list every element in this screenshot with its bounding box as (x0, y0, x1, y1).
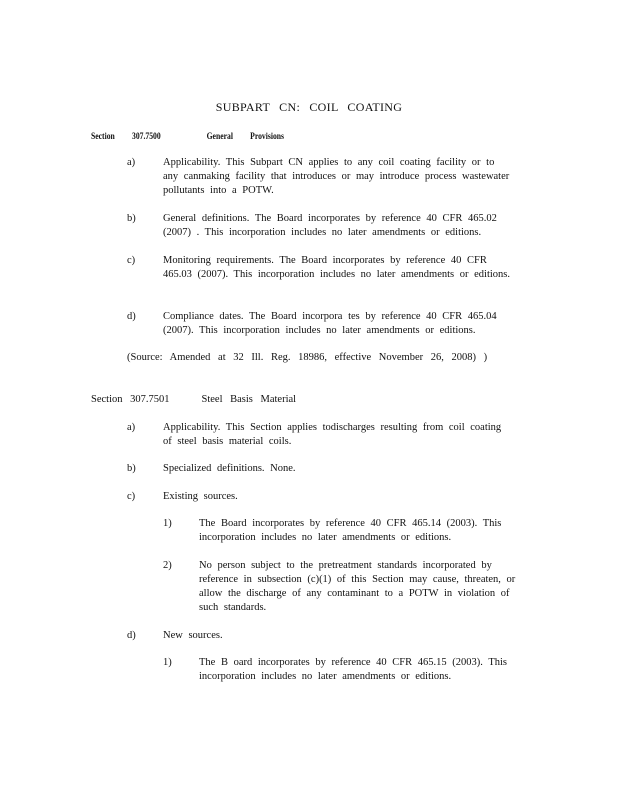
subitem-text: The B oard incorporates by reference 40 CFR 465.15 (2003). This incorporation includes no later amendments or editions. (199, 657, 507, 682)
item-label: d) (127, 630, 136, 641)
item-text: Applicability. This Section applies todischarges resulting from coil coating of steel basis material coils. (163, 422, 502, 447)
section-heading-7500 (91, 129, 284, 143)
item-text: Specialized definitions. None. (163, 463, 296, 474)
item-label: a) (127, 422, 136, 433)
item-label: b) (127, 213, 136, 224)
subitem-label: 1) (163, 657, 172, 668)
item-label: b) (127, 463, 136, 474)
item-label: c) (127, 255, 136, 266)
section-number: Section 307.7501 (91, 394, 170, 405)
item-label: a) (127, 157, 136, 168)
subitem-text: The Board incorporates by reference 40 CFR 465.14 (2003). This incorporation includes no later amendments or editions. (199, 518, 502, 543)
item-text: General definitions. The Board incorporates by reference 40 CFR 465.02 (2007) . This incorporation includes no later amendments or editions. (163, 213, 497, 238)
item-label: d) (127, 311, 136, 322)
item-label: c) (127, 491, 136, 502)
item-text: New sources. (163, 630, 223, 641)
item-text: Monitoring requirements. The Board incorporates by reference 40 CFR 465.03 (2007). This incorporation includes no later amendments or editions. (163, 255, 510, 280)
item-text: Compliance dates. The Board incorpora tes by reference 40 CFR 465.04 (2007). This incorporation includes no later amendments or editions. (163, 311, 497, 336)
section-number: Section 307.7500 (91, 131, 161, 141)
section-title: Steel Basis Material (201, 394, 297, 405)
page-title: SUBPART CN: COIL COATING (215, 100, 403, 114)
source-note: (Source: Amended at 32 Ill. Reg. 18986, effective November 26, 2008) ) (127, 352, 488, 363)
subitem-label: 2) (163, 560, 172, 571)
item-text: Existing sources. (163, 491, 238, 502)
subitem-text: No person subject to the pretreatment standards incorporated by reference in subsection (c)(1) of this Section may cause, threaten, or allow the discharge of any contaminant to a POTW in violation of such standards. (199, 560, 516, 613)
section-heading-7501 (91, 393, 296, 407)
item-text: Applicability. This Subpart CN applies to any coil coating facility or to any canmaking facility that introduces or may introduce process wastewater pollutants into a POTW. (163, 157, 510, 196)
subitem-label: 1) (163, 518, 172, 529)
section-title: General Provisions (206, 131, 285, 141)
